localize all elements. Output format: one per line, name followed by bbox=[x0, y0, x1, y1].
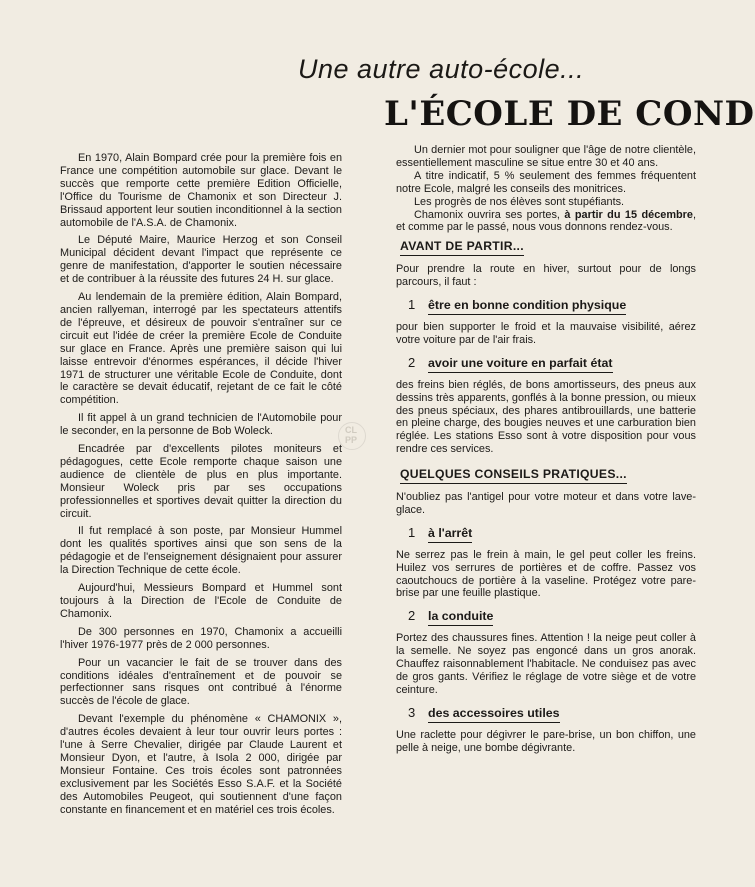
item-number: 2 bbox=[408, 608, 416, 624]
paragraph: Au lendemain de la première édition, Alain Bompard, ancien rallyeman, interrogé par les spectateurs attentifs de l'épreuve, et désireux de pouvoir s'entraîner sur ce circuit eut l'idée de créer la première Ecole de Conduite sur glace en France. Après une première saison qui lui laisse entrevoir d'énormes espérances, il décide l'hiver 1971 de structurer une véritable Ecole de Conduite, dont le caractère se devait éducatif, rejetant de ce fait le côté compétition. bbox=[60, 291, 342, 407]
item-number: 3 bbox=[408, 704, 416, 720]
paragraph: De 300 personnes en 1970, Chamonix a accueilli l'hiver 1976-1977 près de 2 000 personnes. bbox=[60, 625, 342, 651]
item-label: la conduite bbox=[428, 610, 493, 626]
paragraph: Un dernier mot pour souligner que l'âge de notre clientèle, essentiellement masculine se situe entre 30 et 40 ans. bbox=[396, 144, 696, 169]
left-column bbox=[60, 152, 342, 822]
paragraph: En 1970, Alain Bompard crée pour la première fois en France une compétition automobile sur glace. Devant le succès que remporte cette première Edition Officielle, l'Office du Tourisme de Chamonix et son Directeur J. Brissaud apportent leur soutien inconditionnel à la section automobile de l'A.S.A. de Chamonix. bbox=[60, 152, 342, 229]
paragraph: N'oubliez pas l'antigel pour votre moteur et dans votre lave-glace. bbox=[396, 491, 696, 516]
paragraph: Portez des chaussures fines. Attention ! la neige peut coller à la semelle. Ne soyez pas engoncé dans un gros anorak. Chauffez raisonnablement l'habitacle. Ne conduisez pas avec de gros gants. Vérifiez le réglage de votre siège et de votre ceinture. bbox=[396, 632, 696, 696]
list-item-heading bbox=[408, 524, 696, 543]
text-run: , et comme par le passé, nous vous donnons rendez-vous. bbox=[396, 208, 696, 234]
paragraph: A titre indicatif, 5 % seulement des femmes fréquentent notre Ecole, malgré les conseils des monitrices. bbox=[396, 169, 696, 195]
paragraph: Encadrée par d'excellents pilotes moniteurs et pédagogues, cette Ecole remporte chaque saison une audience de clientèle de plus en plus importante. Monsieur Woleck pris par ses occupations professionnelles et sportives devait quitter la direction du circuit. bbox=[60, 443, 342, 520]
list-item-heading bbox=[408, 299, 696, 315]
text-run: Chamonix ouvrira ses portes, bbox=[414, 208, 565, 221]
right-column bbox=[396, 144, 696, 755]
paragraph: Une raclette pour dégivrer le pare-brise, un bon chiffon, une pelle à neige, une bombe dégivrante. bbox=[396, 728, 696, 754]
paragraph: des freins bien réglés, de bons amortisseurs, des pneus aux dessins très apparents, gonflés à la bonne pression, ou mieux des pneus spéciaux, des phares antibrouillards, une batterie en pleine charge, des bougies neuves et une carburation bien réglée. Les stations Esso sont à votre disposition pour vous rendre ces services. bbox=[396, 378, 696, 456]
paragraph: Ne serrez pas le frein à main, le gel peut coller les freins. Huilez vos serrures de portières et de coffre. Passez vos caoutchoucs de portière à la vaseline. Protégez votre pare-brise par une feuille plastique. bbox=[396, 548, 696, 600]
paragraph: Pour prendre la route en hiver, surtout pour de longs parcours, il faut : bbox=[396, 263, 696, 289]
paragraph: Le Député Maire, Maurice Herzog et son Conseil Municipal décident devant l'impact que représente ce genre de manifestation, d'apporter le soutien nécessaire et de contribuer à la réussite des futures 24 H. sur glace. bbox=[60, 234, 342, 286]
item-label: des accessoires utiles bbox=[428, 707, 560, 723]
list-item-heading bbox=[408, 704, 696, 723]
watermark-stamp: CL PP bbox=[338, 422, 366, 450]
article-subtitle: Une autre auto-école... bbox=[298, 54, 585, 84]
section-heading-avant: AVANT DE PARTIR... bbox=[400, 240, 524, 256]
item-number: 2 bbox=[408, 354, 416, 370]
item-label: à l'arrêt bbox=[428, 527, 472, 543]
paragraph: Il fut remplacé à son poste, par Monsieur Hummel dont les qualités sportives ainsi que son sens de la pédagogie et de l'enseignement désignaient pour assurer la Direction Technique de cette école. bbox=[60, 525, 342, 577]
paragraph: pour bien supporter le froid et la mauvaise visibilité, aérez votre voiture par de l'air frais. bbox=[396, 320, 696, 346]
bold-date: à partir du 15 décembre bbox=[564, 208, 693, 221]
paragraph: Devant l'exemple du phénomène « CHAMONIX », d'autres écoles devaient à leur tour ouvrir leurs portes : l'une à Serre Chevalier, dirigée par Claude Laurent et Monsieur Dyon, et l'autre, à Isola 2 000, dirigée par Monsieur Fontaine. Ces trois écoles sont patronnées exclusivement par les Sociétés Esso S.A.F. et la Société des Automobiles Peugeot, qui soutiennent d'une façon constante en financement et en matériel ces trois écoles. bbox=[60, 713, 342, 816]
item-number: 1 bbox=[408, 524, 416, 540]
article-title: L'ÉCOLE DE COND bbox=[384, 94, 755, 134]
paragraph: Il fit appel à un grand technicien de l'Automobile pour le seconder, en la personne de Bob Woleck. bbox=[60, 412, 342, 438]
item-label: avoir une voiture en parfait état bbox=[428, 357, 613, 373]
paragraph bbox=[396, 209, 696, 235]
paragraph: Pour un vacancier le fait de se trouver dans des conditions idéales d'entraînement et de pouvoir se perfectionner sans risques ont contribué à l'énorme succès de l'école de glace. bbox=[60, 656, 342, 708]
paragraph: Les progrès de nos élèves sont stupéfiants. bbox=[414, 195, 625, 208]
paragraph: Aujourd'hui, Messieurs Bompard et Hummel sont toujours à la Direction de l'Ecole de Conduite de Chamonix. bbox=[60, 582, 342, 620]
item-number: 1 bbox=[408, 297, 416, 313]
item-label: être en bonne condition physique bbox=[428, 299, 626, 315]
list-item-heading bbox=[408, 610, 696, 626]
section-heading-conseils: QUELQUES CONSEILS PRATIQUES... bbox=[400, 468, 627, 484]
list-item-heading bbox=[408, 354, 696, 373]
